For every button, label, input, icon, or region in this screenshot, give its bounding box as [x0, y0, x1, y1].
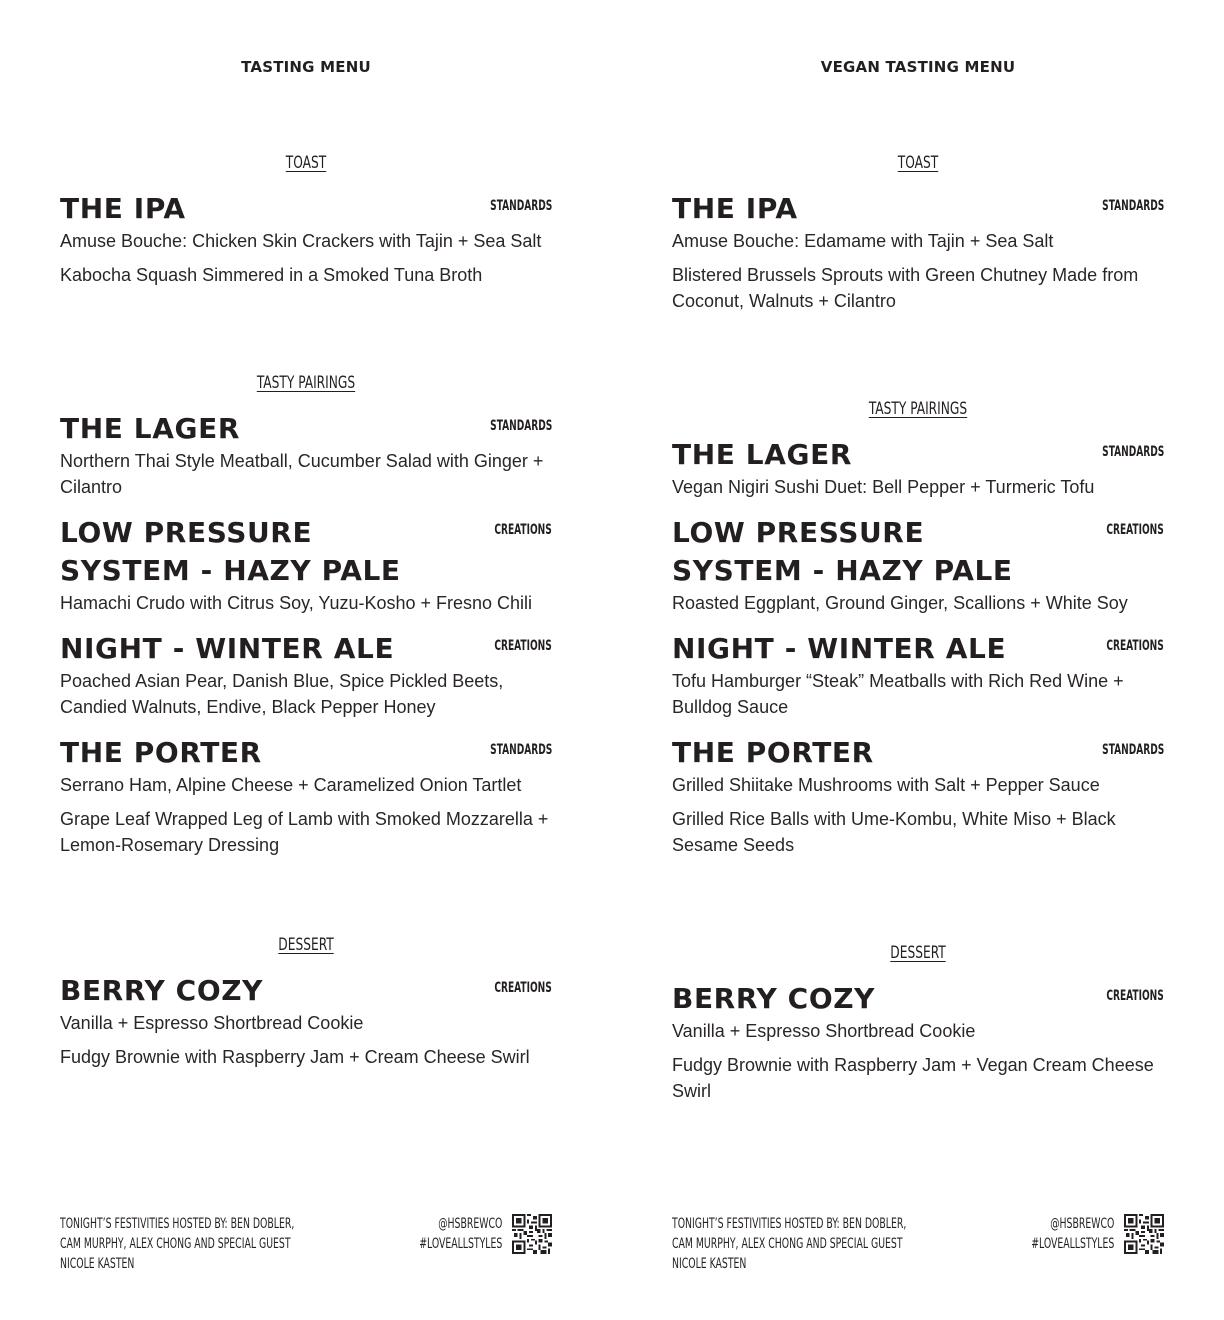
- beer-tag: STANDARDS: [489, 742, 552, 758]
- beer-name: BERRY COZY: [672, 982, 876, 1015]
- beer-name: THE PORTER: [60, 736, 262, 769]
- beer-name: THE IPA: [60, 192, 186, 225]
- social-handle: @HSBREWCO: [437, 1216, 502, 1232]
- section-title: DESSERT: [278, 935, 334, 955]
- beer-name: NIGHT - WINTER ALE: [672, 632, 1007, 665]
- beer-item: [672, 190, 1164, 314]
- beer-item: [672, 734, 1164, 858]
- beer-item: [60, 514, 552, 616]
- beer-item: [60, 410, 552, 500]
- beer-tag: STANDARDS: [1101, 444, 1164, 460]
- footer: [60, 1214, 552, 1274]
- beer-item: [672, 630, 1164, 720]
- beer-tag: STANDARDS: [489, 198, 552, 214]
- beer-tag: CREATIONS: [494, 638, 552, 654]
- dish: Blistered Brussels Sprouts with Green Chutney Made from Coconut, Walnuts + Cilantro: [672, 265, 1139, 311]
- section-tasty-pairings: [60, 372, 552, 872]
- section-title: TOAST: [285, 153, 327, 173]
- section-title: TOAST: [897, 153, 939, 173]
- qr-code-icon[interactable]: [1124, 1214, 1164, 1254]
- menu-title: TASTING MENU: [241, 58, 371, 76]
- beer-name: LOW PRESSURE SYSTEM - HAZY PALE: [60, 516, 401, 587]
- beer-tag: STANDARDS: [1101, 198, 1164, 214]
- dish: Amuse Bouche: Edamame with Tajin + Sea Salt: [672, 231, 1054, 251]
- section-dessert: [60, 934, 552, 1084]
- dish: Vanilla + Espresso Shortbread Cookie: [60, 1013, 364, 1033]
- dish: Grape Leaf Wrapped Leg of Lamb with Smoked Mozzarella + Lemon-Rosemary Dressing: [60, 809, 549, 855]
- social: [1002, 1214, 1164, 1274]
- dish: Fudgy Brownie with Raspberry Jam + Cream Cheese Swirl: [60, 1047, 530, 1067]
- beer-item: [672, 514, 1164, 616]
- beer-tag: STANDARDS: [489, 418, 552, 434]
- dish: Kabocha Squash Simmered in a Smoked Tuna Broth: [60, 265, 483, 285]
- social-hashtag: #LOVEALLSTYLES: [418, 1236, 502, 1252]
- qr-code-icon[interactable]: [512, 1214, 552, 1254]
- beer-item: [60, 734, 552, 858]
- section-toast: [60, 152, 552, 302]
- hosted-by-text: TONIGHT’S FESTIVITIES HOSTED BY: BEN DOBLER, CAM MURPHY, ALEX CHONG AND SPECIAL GUEST NICOLE KASTEN: [672, 1216, 907, 1272]
- section-title: TASTY PAIRINGS: [868, 399, 968, 419]
- beer-name: LOW PRESSURE SYSTEM - HAZY PALE: [672, 516, 1013, 587]
- dish: Grilled Rice Balls with Ume-Kombu, White Miso + Black Sesame Seeds: [672, 809, 1116, 855]
- section-toast: [672, 152, 1164, 328]
- section-dessert: [672, 942, 1164, 1118]
- dish: Vegan Nigiri Sushi Duet: Bell Pepper + Turmeric Tofu: [672, 477, 1095, 497]
- beer-tag: CREATIONS: [1106, 988, 1164, 1004]
- dish: Northern Thai Style Meatball, Cucumber Salad with Ginger + Cilantro: [60, 451, 544, 497]
- beer-name: THE IPA: [672, 192, 798, 225]
- beer-tag: CREATIONS: [494, 980, 552, 996]
- beer-name: NIGHT - WINTER ALE: [60, 632, 395, 665]
- dish: Tofu Hamburger “Steak” Meatballs with Rich Red Wine + Bulldog Sauce: [672, 671, 1124, 717]
- beer-item: [60, 630, 552, 720]
- footer: [672, 1214, 1164, 1274]
- section-tasty-pairings: [672, 398, 1164, 872]
- dish: Grilled Shiitake Mushrooms with Salt + Pepper Sauce: [672, 775, 1100, 795]
- social-hashtag: #LOVEALLSTYLES: [1030, 1236, 1114, 1252]
- social-handle: @HSBREWCO: [1049, 1216, 1114, 1232]
- dish: Amuse Bouche: Chicken Skin Crackers with Tajin + Sea Salt: [60, 231, 542, 251]
- beer-name: THE PORTER: [672, 736, 874, 769]
- dish: Fudgy Brownie with Raspberry Jam + Vegan Cream Cheese Swirl: [672, 1055, 1154, 1101]
- dish: Vanilla + Espresso Shortbread Cookie: [672, 1021, 976, 1041]
- menu-title: VEGAN TASTING MENU: [820, 58, 1016, 76]
- beer-name: THE LAGER: [672, 438, 852, 471]
- section-title: TASTY PAIRINGS: [256, 373, 356, 393]
- beer-name: THE LAGER: [60, 412, 240, 445]
- dish: Hamachi Crudo with Citrus Soy, Yuzu-Kosho + Fresno Chili: [60, 593, 533, 613]
- beer-item: [60, 190, 552, 288]
- vegan-tasting-menu-column: [612, 0, 1224, 1320]
- beer-item: [60, 972, 552, 1070]
- social: [390, 1214, 552, 1274]
- beer-tag: CREATIONS: [1106, 638, 1164, 654]
- dish: Poached Asian Pear, Danish Blue, Spice Pickled Beets, Candied Walnuts, Endive, Black Pepper Honey: [60, 671, 504, 717]
- beer-item: [672, 980, 1164, 1104]
- beer-tag: CREATIONS: [494, 522, 552, 538]
- beer-name: BERRY COZY: [60, 974, 264, 1007]
- beer-tag: CREATIONS: [1106, 522, 1164, 538]
- dish: Serrano Ham, Alpine Cheese + Caramelized Onion Tartlet: [60, 775, 522, 795]
- dish: Roasted Eggplant, Ground Ginger, Scallions + White Soy: [672, 593, 1128, 613]
- hosted-by-text: TONIGHT’S FESTIVITIES HOSTED BY: BEN DOBLER, CAM MURPHY, ALEX CHONG AND SPECIAL GUEST NICOLE KASTEN: [60, 1216, 295, 1272]
- section-title: DESSERT: [890, 943, 946, 963]
- beer-tag: STANDARDS: [1101, 742, 1164, 758]
- beer-item: [672, 436, 1164, 500]
